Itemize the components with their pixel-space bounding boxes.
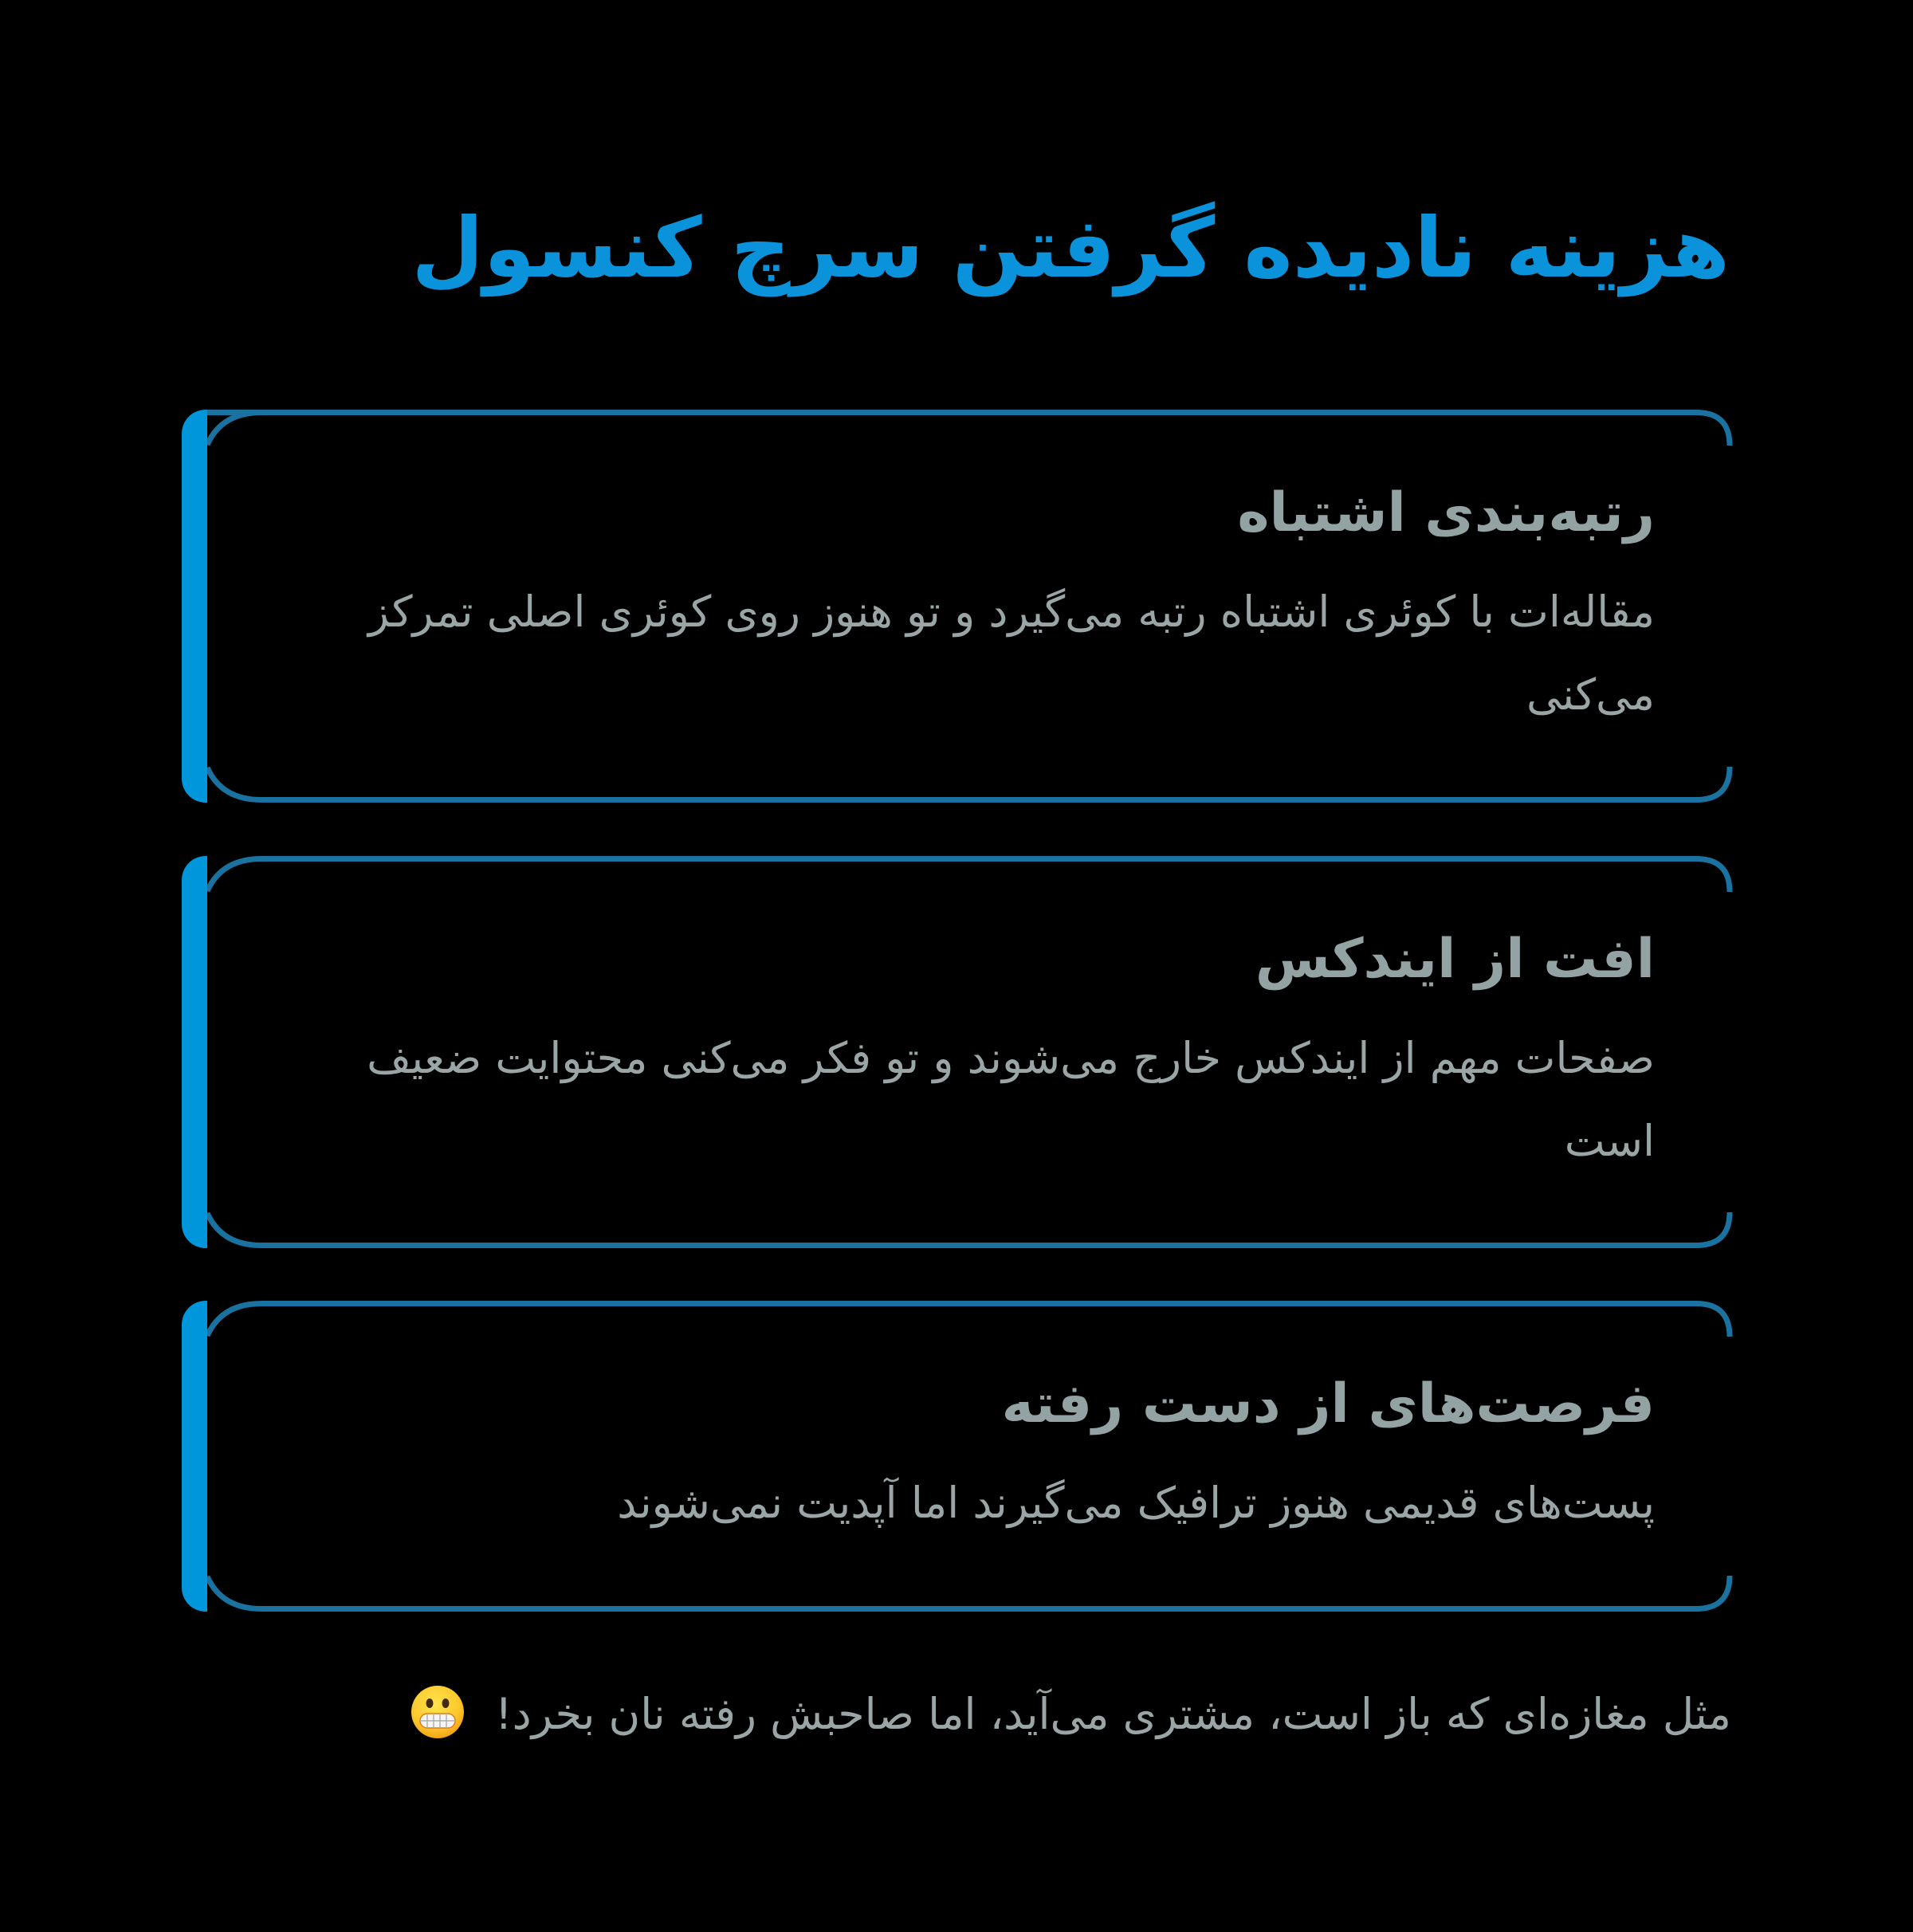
footer-note — [217, 1678, 1731, 1751]
accent-bar — [182, 1301, 207, 1612]
card-heading: افت از ایندکس — [1255, 928, 1655, 991]
card-heading: رتبه‌بندی اشتباه — [1237, 481, 1655, 544]
card-wrong-ranking — [182, 410, 1733, 803]
accent-bar — [182, 410, 207, 803]
card-index-drop — [182, 856, 1733, 1248]
card-body: پست‌های قدیمی هنوز ترافیک می‌گیرند اما آپدیت نمی‌شوند — [617, 1478, 1655, 1528]
card-heading: فرصت‌های از دست رفته — [1001, 1372, 1655, 1435]
footer-text: مثل مغازه‌ای که باز است، مشتری می‌آید، اما صاحبش رفته نان بخرد! — [495, 1689, 1731, 1739]
card-missed-opportunities — [182, 1301, 1733, 1612]
grimacing-face-icon — [410, 1684, 465, 1740]
card-body: صفحات مهم از ایندکس خارج می‌شوند و تو فکر می‌کنی محتوایت ضعیف است — [367, 1033, 1655, 1166]
accent-bar — [182, 856, 207, 1248]
card-body: مقاله‌ات با کوئری اشتباه رتبه می‌گیرد و تو هنوز روی کوئری اصلی تمرکز می‌کنی — [368, 587, 1655, 720]
page-title: هزینه نادیده گرفتن سرچ کنسول — [411, 199, 1730, 296]
